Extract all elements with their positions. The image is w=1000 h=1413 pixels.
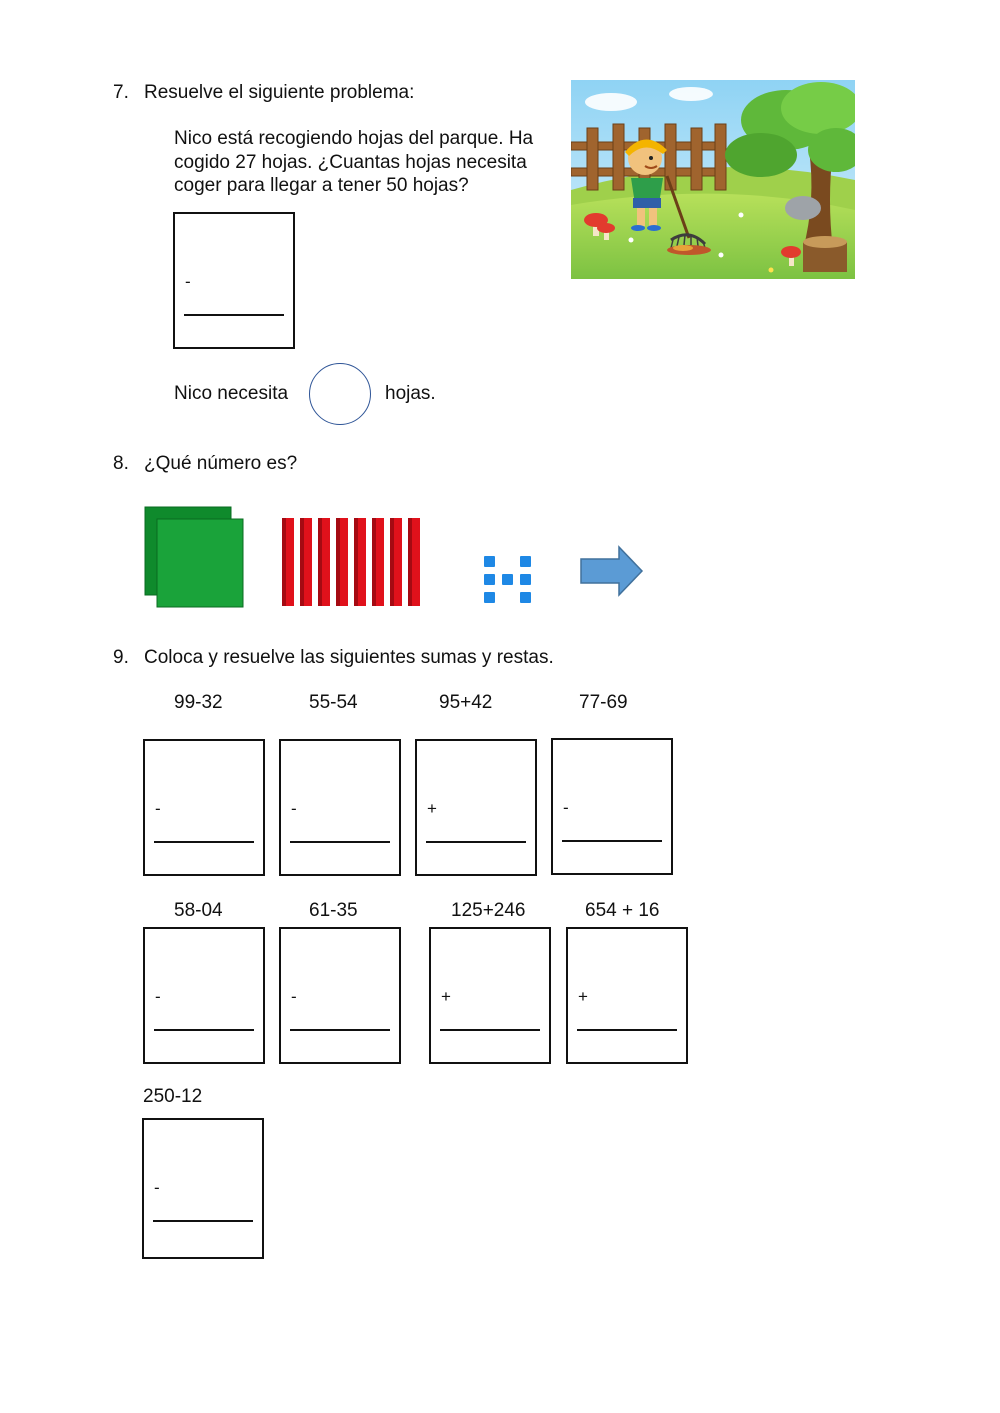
operation-sign: -: [155, 799, 161, 818]
answer-suffix: hojas.: [385, 383, 436, 404]
answer-rule: [426, 841, 526, 843]
right-arrow-icon: [579, 545, 645, 597]
exercise-box[interactable]: [143, 739, 265, 876]
exercise-label: 99-32: [174, 692, 223, 713]
answer-rule: [562, 840, 662, 842]
question-7-number: 7.: [113, 82, 129, 103]
park-illustration: [571, 80, 855, 279]
operation-sign: -: [154, 1178, 160, 1197]
operation-sign: -: [563, 798, 569, 817]
answer-rule: [290, 841, 390, 843]
exercise-label: 61-35: [309, 900, 358, 921]
exercise-box[interactable]: [279, 927, 401, 1064]
answer-rule: [577, 1029, 677, 1031]
exercise-box[interactable]: [415, 739, 537, 876]
exercise-box[interactable]: [551, 738, 673, 875]
hundreds-blocks: [143, 505, 247, 609]
operation-sign: -: [155, 987, 161, 1006]
answer-rule: [154, 841, 254, 843]
operation-sign: +: [427, 799, 437, 818]
exercise-box[interactable]: [429, 927, 551, 1064]
operation-sign: -: [291, 799, 297, 818]
q7-work-box[interactable]: [173, 212, 295, 349]
question-9-title: Coloca y resuelve las siguientes sumas y restas.: [144, 647, 554, 668]
exercise-box[interactable]: [279, 739, 401, 876]
problem-line-3: coger para llegar a tener 50 hojas?: [174, 175, 469, 196]
problem-line-1: Nico está recogiendo hojas del parque. Ha: [174, 128, 534, 149]
question-8-number: 8.: [113, 453, 129, 474]
exercise-label: 250-12: [143, 1086, 203, 1107]
tens-rods: [280, 514, 426, 608]
operation-sign: +: [441, 987, 451, 1006]
minus-sign: -: [185, 272, 191, 291]
answer-rule: [153, 1220, 253, 1222]
question-9-number: 9.: [113, 647, 129, 668]
answer-rule: [154, 1029, 254, 1031]
problem-line-2: cogido 27 hojas. ¿Cuantas hojas necesita: [174, 152, 527, 173]
question-7-title: Resuelve el siguiente problema:: [144, 82, 415, 103]
answer-circle[interactable]: [309, 363, 371, 425]
exercise-box[interactable]: [142, 1118, 264, 1259]
exercise-label: 55-54: [309, 692, 358, 713]
operation-sign: +: [578, 987, 588, 1006]
answer-rule: [290, 1029, 390, 1031]
exercise-label: 58-04: [174, 900, 223, 921]
question-8-title: ¿Qué número es?: [144, 453, 298, 474]
exercise-box[interactable]: [143, 927, 265, 1064]
exercise-label: 125+246: [451, 900, 526, 921]
exercise-label: 654 + 16: [585, 900, 660, 921]
answer-rule: [440, 1029, 540, 1031]
answer-rule: [184, 314, 284, 316]
exercise-label: 77-69: [579, 692, 628, 713]
unit-cubes: [482, 554, 536, 608]
exercise-label: 95+42: [439, 692, 493, 713]
answer-prefix: Nico necesita: [174, 383, 289, 404]
exercise-box[interactable]: [566, 927, 688, 1064]
operation-sign: -: [291, 987, 297, 1006]
